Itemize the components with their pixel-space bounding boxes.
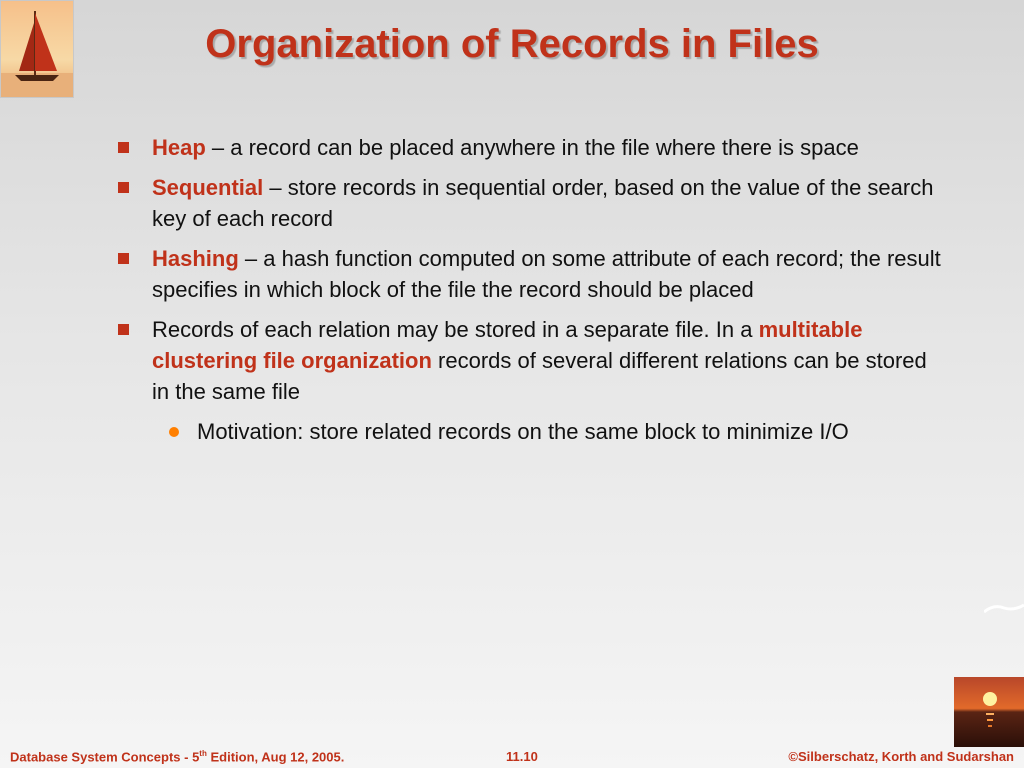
footer-book-title: Database System Concepts - 5th Edition, Aug 12, 2005. [10,749,345,765]
bullet-heap [112,132,942,163]
sunset-image [954,677,1024,747]
bullet-prefix: Records of each relation may be stored in a separate file. In a [152,317,759,342]
sunset-icon [954,677,1024,747]
bullet-text: – a hash function computed on some attribute of each record; the result specifies in which block of the file the record should be placed [152,246,941,302]
bullet-list [112,132,942,447]
sub-bullet-text: Motivation: store related records on the same block to minimize I/O [197,419,849,444]
keyword-sequential: Sequential [152,175,264,200]
keyword-multitable: multitable clustering file organization [152,317,863,373]
slide-title: Organization of Records in Files [205,22,819,66]
square-bullet-icon [118,182,129,193]
bullet-multitable [112,314,942,407]
wave-decoration-icon [984,602,1024,616]
bullet-sequential [112,172,942,234]
keyword-hashing: Hashing [152,246,239,271]
bullet-text: records of several different relations can be stored in the same file [152,348,927,404]
sub-bullet-motivation [112,416,942,447]
bullet-text: – a record can be placed anywhere in the file where there is space [205,135,859,160]
footer-page-number: 11.10 [506,749,538,764]
bullet-hashing [112,243,942,305]
square-bullet-icon [118,324,129,335]
slide-footer [0,747,1024,768]
round-bullet-icon [169,427,179,437]
footer-copyright: ©Silberschatz, Korth and Sudarshan [788,749,1014,764]
keyword-heap: Heap [152,135,206,160]
bullet-text: – store records in sequential order, based on the value of the search key of each record [152,175,934,231]
square-bullet-icon [118,142,129,153]
square-bullet-icon [118,253,129,264]
